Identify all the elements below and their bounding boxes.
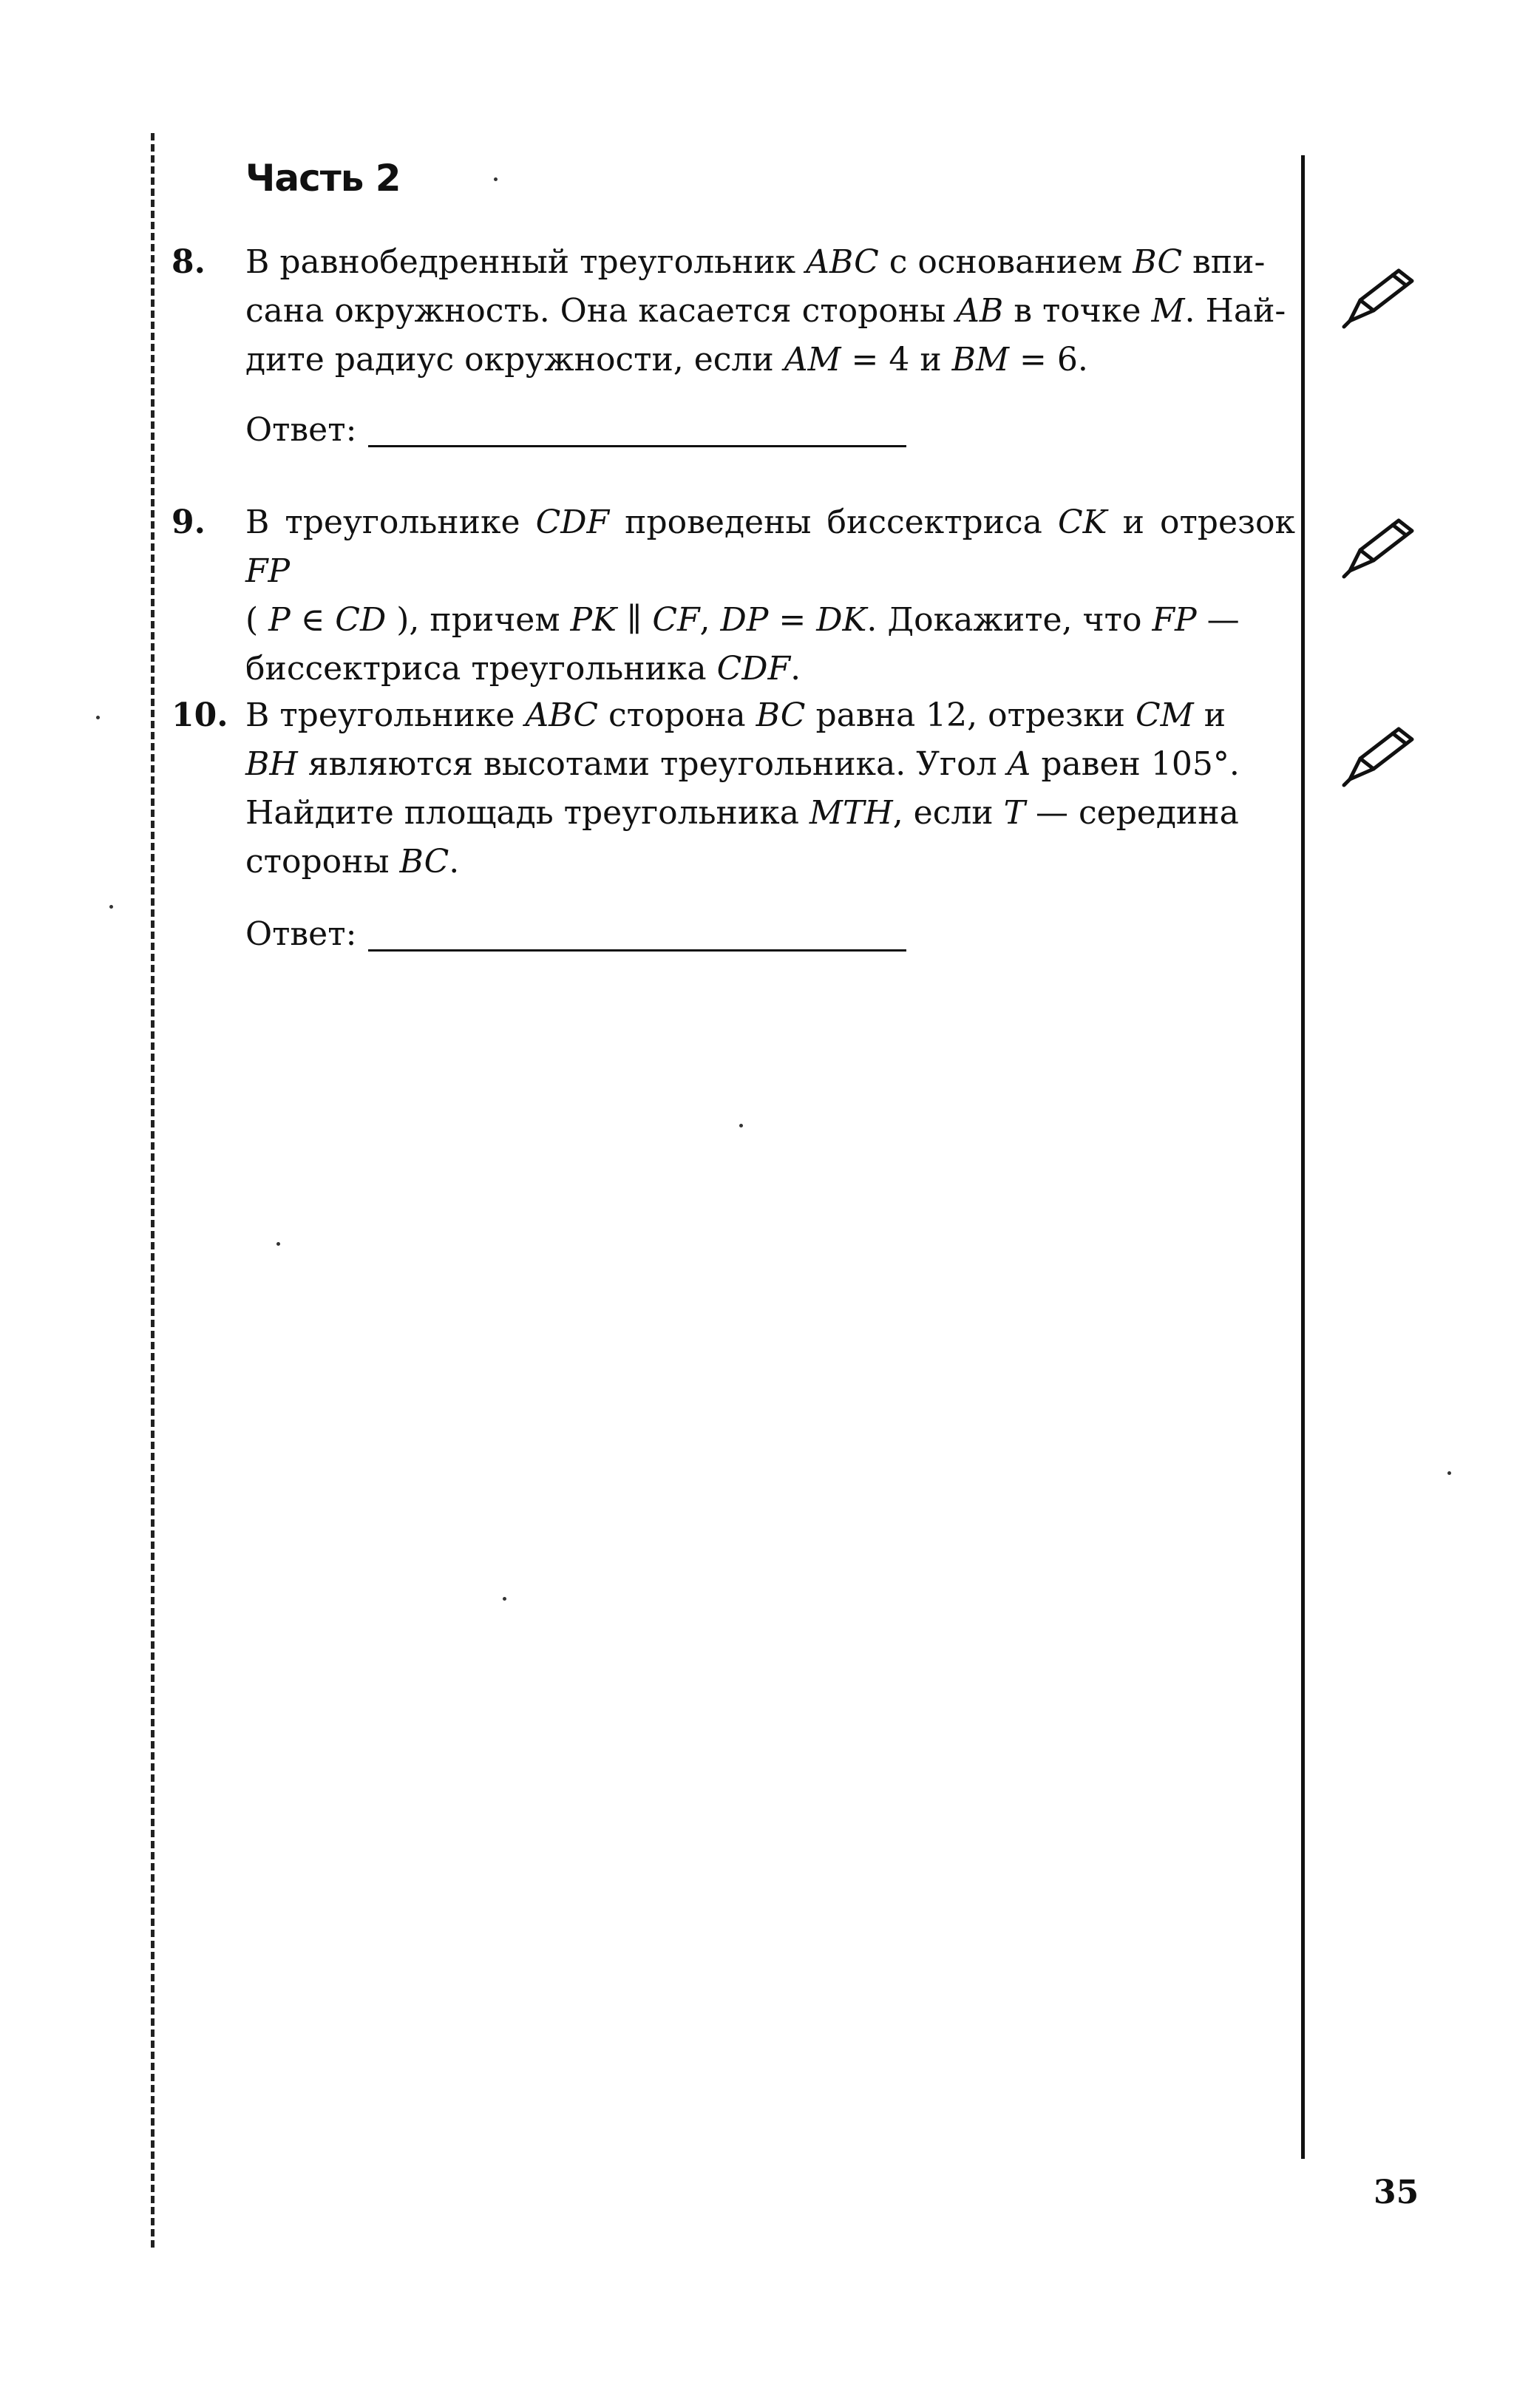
- task-line: биссектриса треугольника CDF.: [245, 650, 801, 688]
- task-line: BH являются высотами треугольника. Угол A равен 105°.: [245, 745, 1240, 783]
- answer-label: Ответ:: [245, 411, 357, 449]
- scan-speck: [1447, 1471, 1451, 1475]
- task-line: В треугольнике ABC сторона BC равна 12, отрезки CM и: [245, 696, 1226, 734]
- task-line: дите радиус окружности, если AM = 4 и BM = 6.: [245, 341, 1088, 379]
- scan-speck: [109, 905, 113, 909]
- scan-speck: [494, 177, 498, 181]
- part-title: Часть 2: [245, 157, 401, 200]
- answer-field[interactable]: [368, 445, 906, 447]
- task-line: сана окружность. Она касается стороны AB в точке M. Най-: [245, 292, 1286, 330]
- task-number: 9.: [172, 503, 206, 541]
- margin-rule: [1301, 155, 1305, 2159]
- task-line: В треугольнике CDF проведены биссектриса CK и отрезок FP: [245, 503, 1296, 590]
- task-text: [245, 498, 1295, 693]
- scan-speck: [739, 1124, 743, 1127]
- page-number: 35: [1374, 2174, 1419, 2211]
- scan-speck: [96, 716, 100, 719]
- scan-speck: [276, 1242, 280, 1246]
- pen-icon: [1340, 263, 1421, 330]
- task-number: 8.: [172, 243, 206, 281]
- pen-icon: [1340, 513, 1421, 580]
- pen-icon: [1340, 722, 1421, 788]
- answer-label: Ответ:: [245, 915, 357, 953]
- task-line: В равнобедренный треугольник ABC с основанием BC впи-: [245, 243, 1266, 281]
- cut-line: [151, 133, 155, 2248]
- answer-field[interactable]: [368, 949, 906, 952]
- task-text: [245, 238, 1295, 384]
- task-line: Найдите площадь треугольника MTH, если T — середина: [245, 794, 1239, 832]
- task-number: 10.: [172, 696, 228, 734]
- task-text: [245, 691, 1295, 886]
- task-line: стороны BC.: [245, 843, 460, 881]
- task-line: ( P ∈ CD ), причем PK ∥ CF, DP = DK. Докажите, что FP —: [245, 601, 1240, 639]
- scan-speck: [503, 1597, 506, 1601]
